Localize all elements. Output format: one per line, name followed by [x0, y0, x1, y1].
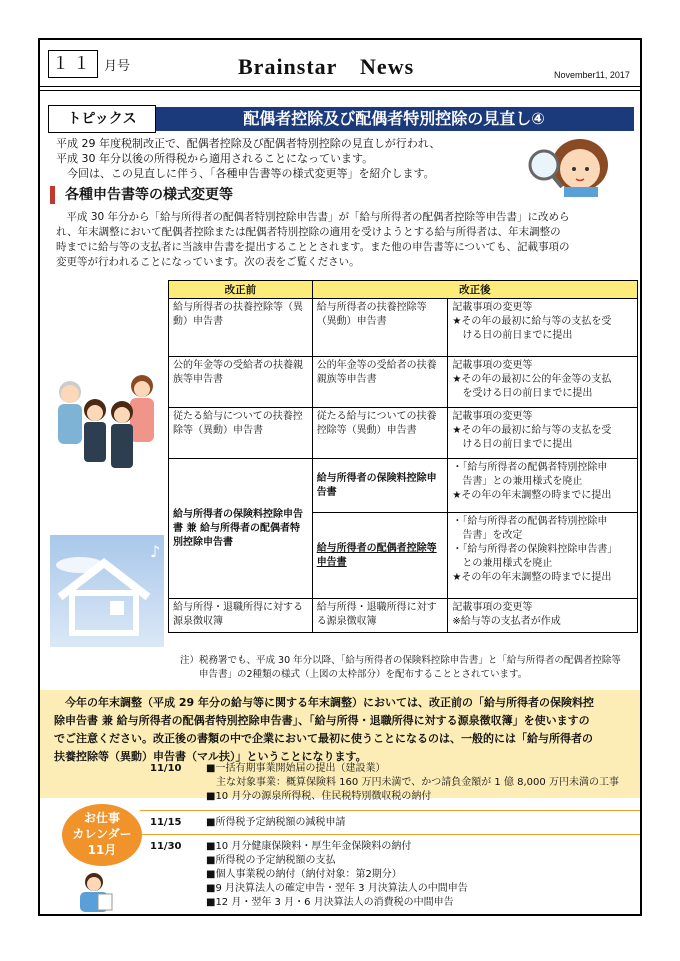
note-line: ★その年の最初に給与等の支払を受 — [452, 316, 612, 327]
note-line: 記載事項の変更等 — [452, 302, 533, 313]
note-line: 記載事項の変更等 — [452, 360, 533, 371]
footnote-line: 申告書」の2種類の様式（上図の太枠部分）を配布することとされています。 — [180, 669, 528, 680]
calendar-item: ■一括有期事業開始届の提出（建設業） — [206, 763, 386, 774]
body-line: れ、年末調整において配偶者控除または配偶者特別控除の適用を受けようとする給与所得者は、年末調整の — [56, 226, 561, 238]
month-number: １１ — [48, 50, 98, 78]
calendar-divider — [140, 834, 640, 835]
note-line: との兼用様式を廃止 — [452, 558, 553, 569]
calendar-item: ■12 月・翌年 3 月・6 月決算法人の消費税の中間申告 — [206, 897, 454, 908]
table-cell-after: 給与所得・退職所得に対する源泉徴収簿 — [312, 599, 448, 633]
notice-line: 除申告書 兼 給与所得者の配偶者特別控除申告書」、「給与所得・退職所得に対する源泉徴収簿」を使いますの — [54, 714, 590, 727]
table-cell-note — [448, 408, 638, 459]
notice-line: でご注意ください。改正後の書類の中で企業において最初に使うことになるのは、一般的には「給与所得者の — [54, 732, 593, 745]
note-line: ★その年の年末調整の時までに提出 — [452, 572, 612, 583]
month-label: 月号 — [104, 59, 131, 74]
table-cell-before: 給与所得者の扶養控除等（異動）申告書 — [169, 299, 313, 357]
calendar-date: 11/30 — [150, 841, 182, 852]
note-line: 記載事項の変更等 — [452, 411, 533, 422]
table-header-before: 改正前 — [169, 281, 313, 299]
table-cell-note — [448, 599, 638, 633]
note-line: ・「給与所得者の保険料控除申告書」 — [452, 544, 618, 555]
section-body — [56, 210, 636, 270]
table-header-after: 改正後 — [312, 281, 637, 299]
calendar-item: ■9 月決算法人の確定申告・翌年 3 月決算法人の中間申告 — [206, 883, 468, 894]
table-cell-after: 給与所得者の配偶者控除等申告書 — [312, 513, 448, 599]
office-worker-illustration — [66, 872, 122, 912]
table-cell-note — [448, 459, 638, 513]
table-cell-after: 従たる給与についての扶養控除等（異動）申告書 — [312, 408, 448, 459]
table-cell-before: 公的年金等の受給者の扶養親族等申告書 — [169, 357, 313, 408]
table-footnote — [180, 654, 640, 682]
table-cell-after: 給与所得者の扶養控除等（異動）申告書 — [312, 299, 448, 357]
svg-text:♪: ♪ — [150, 542, 161, 561]
badge-line: お仕事 — [83, 811, 120, 825]
table-cell-before: 給与所得者の保険料控除申告書 兼 給与所得者の配偶者特別控除申告書 — [169, 459, 313, 599]
calendar-item: ■10 月分健康保険料・厚生年金保険料の納付 — [206, 841, 412, 852]
notice-line: 今年の年末調整（平成 29 年分の給与等に関する年末調整）においては、改正前の「給与所得者の保険料控 — [54, 696, 594, 709]
calendar-date: 11/15 — [150, 817, 182, 828]
calendar-item: ■個人事業税の納付（納付対象：第2期分） — [206, 869, 402, 880]
calendar-badge — [62, 804, 142, 866]
note-line: ・「給与所得者の配偶者特別控除申 — [452, 516, 608, 527]
note-line: ける日の前日までに提出 — [452, 330, 573, 341]
note-line: ★その年の最初に公的年金等の支払 — [452, 374, 612, 385]
table-cell-note — [448, 299, 638, 357]
badge-line: 11月 — [87, 843, 117, 857]
body-line: 変更等が行われることになっています。次の表をご覧ください。 — [56, 256, 360, 268]
table-cell-after: 給与所得者の保険料控除申告書 — [312, 459, 448, 513]
calendar-item: ■10 月分の源泉所得税、住民税特別徴収税の納付 — [206, 791, 432, 802]
calendar-item: 主な対象事業：概算保険料 160 万円未満で、かつ請負金額が 1 億 8,000 万円未満の工事 — [206, 777, 619, 788]
intro-line: 平成 30 年分以後の所得税から適用されることになっています。 — [56, 152, 374, 165]
note-line: 告書」を改定 — [452, 530, 523, 541]
family-illustration — [50, 370, 160, 488]
body-line: 時までに給与等の支払者に当該申告書を提出することとされます。また他の申告書等についても、記載事項の — [56, 241, 570, 253]
house-illustration — [50, 535, 164, 647]
body-line: 平成 30 年分から「給与所得者の配偶者特別控除申告書」が「給与所得者の配偶者控除等申告書」に改めら — [56, 211, 570, 223]
note-line: ける日の前日までに提出 — [452, 439, 573, 450]
table-cell-note — [448, 357, 638, 408]
intro-line: 平成 29 年度税制改正で、配偶者控除及び配偶者特別控除の見直しが行われ、 — [56, 137, 441, 150]
note-line: 記載事項の変更等 — [452, 602, 533, 613]
newsletter-page — [38, 38, 642, 916]
notice-line: 扶養控除等（異動）申告書（マル扶）」ということになります。 — [54, 750, 367, 763]
note-line: ※給与等の支払者が作成 — [452, 616, 561, 627]
table-cell-before: 従たる給与についての扶養控除等（異動）申告書 — [169, 408, 313, 459]
table-cell-after: 公的年金等の受給者の扶養親族等申告書 — [312, 357, 448, 408]
calendar-divider — [140, 810, 640, 811]
newsletter-title: Brainstar News — [238, 54, 415, 79]
issue-date: November11, 2017 — [554, 70, 630, 80]
note-line: を受ける日の前日までに提出 — [452, 388, 593, 399]
badge-line: カレンダー — [72, 827, 132, 841]
intro-line: 今回は、この見直しに伴う、「各種申告書等の様式変更等」を紹介します。 — [56, 167, 435, 180]
magnifier-girl-illustration — [514, 135, 614, 197]
note-line: ・「給与所得者の配偶者特別控除申 — [452, 462, 608, 473]
note-line: ★その年の最初に給与等の支払を受 — [452, 425, 612, 436]
calendar-item: ■所得税の予定納税額の支払 — [206, 855, 336, 866]
intro-text — [56, 136, 496, 181]
calendar-item: ■所得税予定納税額の減税申請 — [206, 817, 346, 828]
note-line: ★その年の年末調整の時までに提出 — [452, 490, 612, 501]
header-divider — [40, 86, 640, 91]
form-comparison-table — [168, 280, 638, 633]
table-cell-note — [448, 513, 638, 599]
calendar-date: 11/10 — [150, 763, 182, 774]
footnote-line: 注）税務署でも、平成 30 年分以降、「給与所得者の保険料控除申告書」と「給与所得者の配偶者控除等 — [180, 655, 621, 666]
section-heading: 各種申告書等の様式変更等 — [50, 186, 233, 204]
note-line: 告書」との兼用様式を廃止 — [452, 476, 583, 487]
topics-title: 配偶者控除及び配偶者特別控除の見直し④ — [154, 107, 634, 131]
table-cell-before: 給与所得・退職所得に対する源泉徴収簿 — [169, 599, 313, 633]
topics-tag: トピックス — [48, 105, 156, 133]
